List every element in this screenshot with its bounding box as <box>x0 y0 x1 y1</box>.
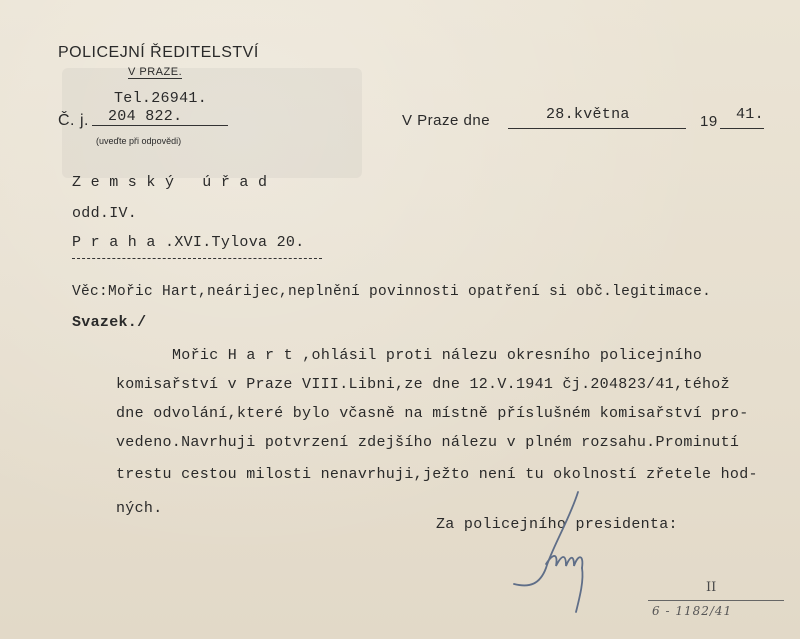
addressee-line-1: Z e m s k ý ú ř a d <box>72 174 268 191</box>
dateline-year-suffix: 41. <box>736 106 764 123</box>
reference-number: 204 822. <box>92 108 228 126</box>
body-line-4: vedeno.Navrhuji potvrzení zdejšího nálezu v plném rozsahu.Prominutí <box>116 434 740 451</box>
reference-hint: (uveďte při odpovědi) <box>96 136 182 146</box>
dateline-day-month: 28.května <box>546 106 630 123</box>
addressee-line-2: odd.IV. <box>72 205 138 222</box>
body-line-3: dne odvolání,které bylo včasně na místně příslušném komisařství pro- <box>116 405 749 422</box>
annotation-roman: II <box>706 580 717 595</box>
dateline-year-prefix: 19 <box>700 113 718 130</box>
body-line-5: trestu cestou milosti nenavrhuji,ježto není tu okolností zřetele hod- <box>116 466 758 483</box>
letterhead-authority: POLICEJNÍ ŘEDITELSTVÍ <box>58 44 259 61</box>
dateline-prefix: V Praze dne <box>402 112 491 129</box>
annotation-rule <box>648 600 784 601</box>
body-line-2: komisařství v Praze VIII.Libni,ze dne 12.V.1941 čj.204823/41,téhož <box>116 376 730 393</box>
letterhead-tel: Tel.26941. <box>114 90 208 107</box>
signature-mark <box>500 488 620 618</box>
body-line-1: Mořic H a r t ,ohlásil proti nálezu okresního policejního <box>172 347 703 364</box>
letterhead-city: V PRAZE. <box>128 66 183 78</box>
dateline-day-underline <box>508 128 686 129</box>
addressee-line-3: P r a h a .XVI.Tylova 20. <box>72 234 305 251</box>
annotation-ref: 6 - 1182/41 <box>652 604 733 618</box>
closing-line: Za policejního presidenta: <box>436 516 678 533</box>
reference-label: Č. j. <box>58 112 89 129</box>
dateline-year-underline <box>720 128 764 129</box>
body-line-6: ných. <box>116 500 163 517</box>
addressee-dash-rule <box>72 258 322 259</box>
subject-line-1: Věc:Mořic Hart,neárijec,neplnění povinnosti opatření si obč.legitimace. <box>72 284 712 300</box>
subject-line-2: Svazek./ <box>72 314 147 331</box>
